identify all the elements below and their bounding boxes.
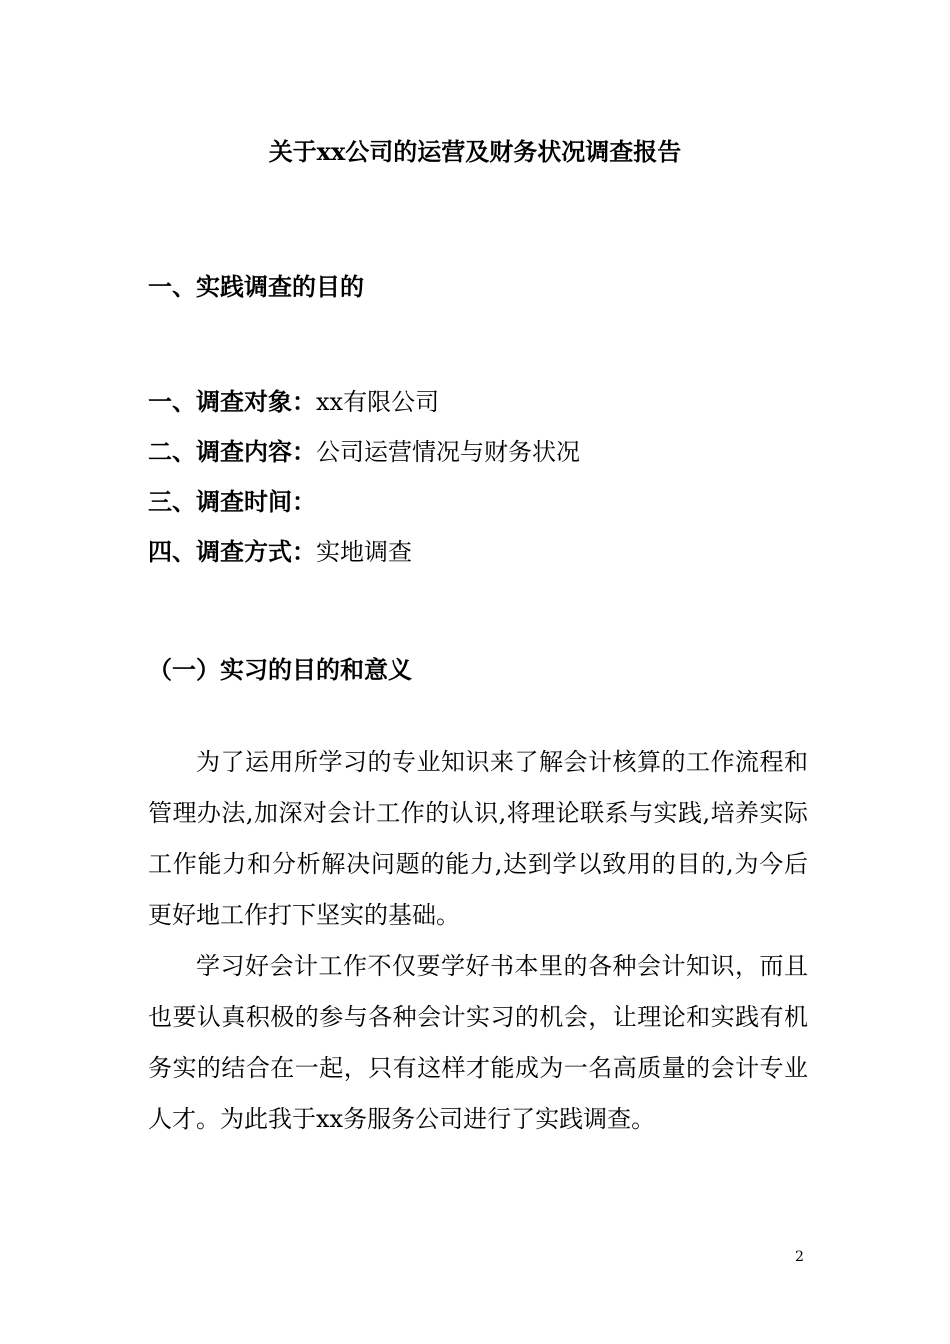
info-line-subject — [148, 385, 439, 419]
info-value: xx有限公司 — [316, 388, 440, 416]
section-heading-purpose: 一、实践调查的目的 — [148, 272, 364, 301]
info-value: 公司运营情况与财务状况 — [316, 438, 580, 466]
info-line-time — [148, 485, 316, 519]
subsection-heading: （一）实习的目的和意义 — [148, 655, 412, 684]
info-label: 一、调查对象： — [148, 387, 316, 416]
info-line-method — [148, 535, 412, 569]
body-paragraph: 学习好会计工作不仅要学好书本里的各种会计知识，而且也要认真积极的参与各种会计实习的机会，让理论和实践有机务实的结合在一起，只有这样才能成为一名高质量的会计专业人才。为此我于xx务服务公司进行了实践调查。 — [148, 952, 808, 1133]
info-value: 实地调查 — [316, 538, 412, 566]
info-line-content — [148, 435, 580, 469]
info-label: 四、调查方式： — [148, 537, 316, 566]
report-title: 关于xx公司的运营及财务状况调查报告 — [268, 137, 682, 166]
info-label: 三、调查时间： — [148, 487, 316, 516]
body-paragraph: 为了运用所学习的专业知识来了解会计核算的工作流程和管理办法,加深对会计工作的认识,将理论联系与实践,培养实际工作能力和分析解决问题的能力,达到学以致用的目的,为今后更好地工作打下坚实的基础。 — [148, 748, 808, 929]
info-label: 二、调查内容： — [148, 437, 316, 466]
page-number: 2 — [795, 1249, 804, 1265]
